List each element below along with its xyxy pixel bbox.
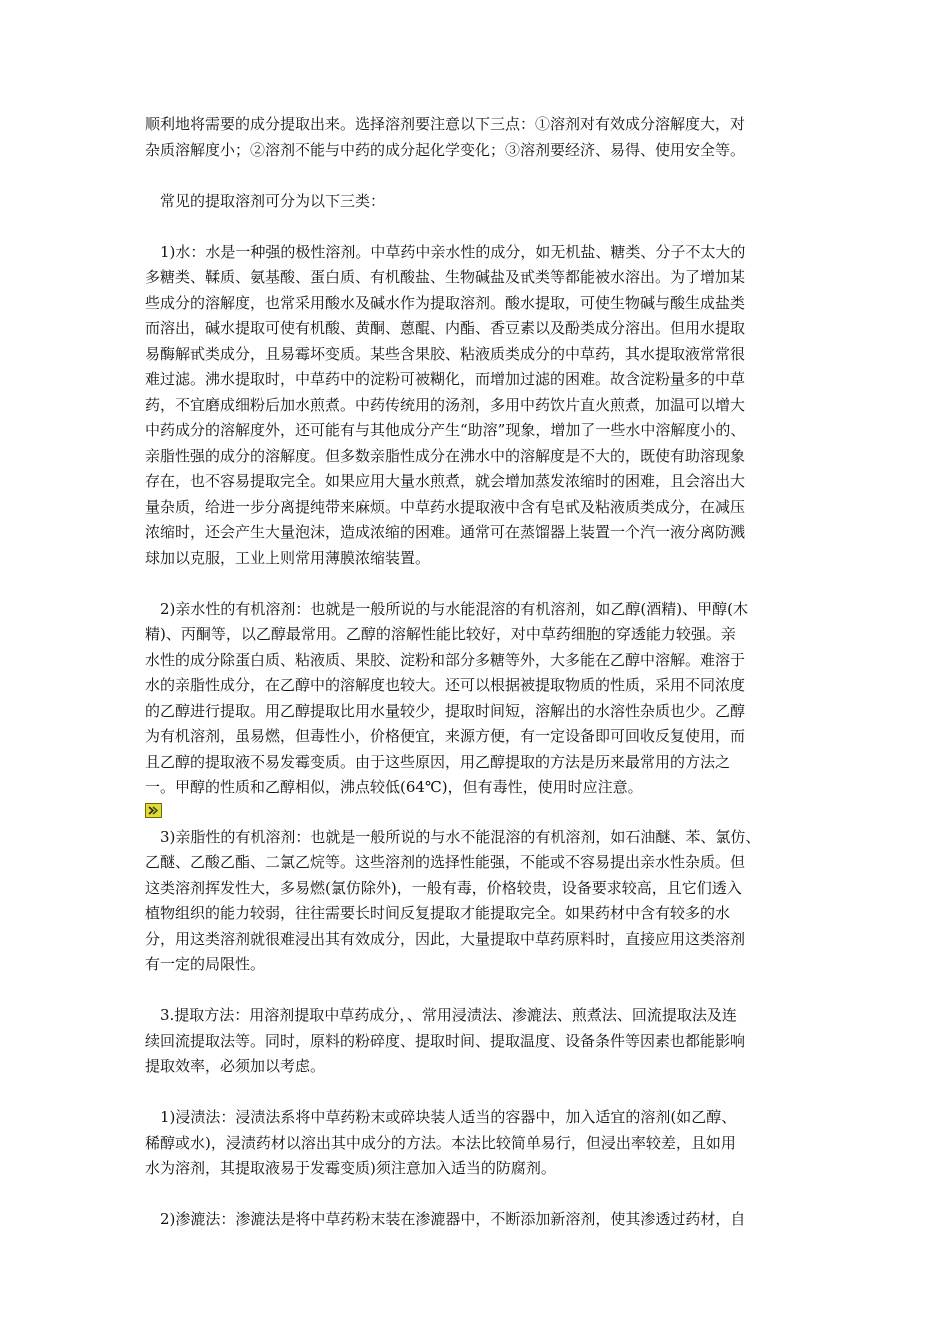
text-line: 稀醇或水)，浸渍药材以溶出其中成分的方法。本法比较简单易行，但浸出率较差，且如用 — [145, 1133, 736, 1152]
paragraph-maceration — [145, 1105, 813, 1182]
paragraph-solvent-types-intro — [145, 189, 813, 215]
text-line: 精)、丙酮等，以乙醇最常用。乙醇的溶解性能比较好，对中草药细胞的穿透能力较强。亲 — [145, 625, 736, 643]
text-line: 杂质溶解度小；②溶剂不能与中药的成分起化学变化；③溶剂要经济、易得、使用安全等。 — [145, 140, 746, 159]
inline-marker-row — [145, 803, 813, 823]
paragraph-solvent-criteria — [145, 112, 813, 163]
text-line: 多糖类、鞣质、氨基酸、蛋白质、有机酸盐、生物碱盐及甙类等都能被水溶出。为了增加某 — [145, 268, 746, 286]
paragraph-extraction-methods — [145, 1003, 813, 1080]
paragraph-water — [145, 240, 813, 572]
text-line: 浓缩时，还会产生大量泡沫，造成浓缩的困难。通常可在蒸馏器上装置一个汽一液分离防溅 — [145, 523, 746, 541]
text-line: 2)渗漉法：渗漉法是将中草药粉末装在渗漉器中，不断添加新溶剂，使其渗透过药材，自 — [145, 1210, 746, 1228]
text-line: 3.提取方法：用溶剂提取中草药成分，、常用浸渍法、渗漉法、煎煮法、回流提取法及连 — [145, 1006, 737, 1024]
text-line: 有一定的局限性。 — [145, 955, 266, 973]
text-line: 亲脂性强的成分的溶解度。但多数亲脂性成分在沸水中的溶解度是不大的，既使有助溶现象 — [145, 446, 746, 465]
text-line: 一。甲醇的性质和乙醇相似，沸点较低(64℃)，但有毒性，使用时应注意。 — [145, 778, 643, 796]
text-line: 2)亲水性的有机溶剂：也就是一般所说的与水能混溶的有机溶剂，如乙醇(酒精)、甲醇(木 — [145, 599, 748, 618]
text-line: 而溶出，碱水提取可使有机酸、黄酮、蒽醌、内酯、香豆素以及酚类成分溶出。但用水提取 — [145, 319, 746, 337]
text-line: 顺利地将需要的成分提取出来。选择溶剂要注意以下三点：①溶剂对有效成分溶解度大，对 — [145, 115, 746, 133]
text-line: 药，不宜磨成细粉后加水煎煮。中药传统用的汤剂，多用中药饮片直火煎煮，加温可以增大 — [145, 395, 746, 414]
text-line: 1)水：水是一种强的极性溶剂。中草药中亲水性的成分，如无机盐、糖类、分子不太大的 — [145, 242, 746, 261]
text-line: 乙醚、乙酸乙酯、二氯乙烷等。这些溶剂的选择性能强，不能或不容易提出亲水性杂质。但 — [145, 853, 746, 871]
text-line: 水性的成分除蛋白质、粘液质、果胶、淀粉和部分多糖等外，大多能在乙醇中溶解。难溶于 — [145, 650, 746, 669]
text-line: 且乙醇的提取液不易发霉变质。由于这些原因，用乙醇提取的方法是历来最常用的方法之 — [145, 752, 731, 771]
text-line: 续回流提取法等。同时，原料的粉碎度、提取时间、提取温度、设备条件等因素也都能影响 — [145, 1031, 746, 1050]
text-line: 难过滤。沸水提取时，中草药中的淀粉可被糊化，而增加过滤的困难。故含淀粉量多的中草 — [145, 370, 746, 388]
text-line: 分，用这类溶剂就很难浸出其有效成分，因此，大量提取中草药原料时，直接应用这类溶剂 — [145, 929, 746, 948]
text-line: 存在，也不容易提取完全。如果应用大量水煎煮，就会增加蒸发浓缩时的困难，且会溶出大 — [145, 472, 746, 490]
paragraph-lipophilic-solvents — [145, 825, 813, 978]
text-line: 常见的提取溶剂可分为以下三类： — [145, 191, 386, 210]
text-line: 的乙醇进行提取。用乙醇提取比用水量较少，提取时间短，溶解出的水溶性杂质也少。乙醇 — [145, 701, 746, 720]
text-line: 1)浸渍法：浸渍法系将中草药粉末或碎块装人适当的容器中，加入适宜的溶剂(如乙醇、 — [145, 1108, 737, 1126]
paragraph-percolation — [145, 1207, 813, 1233]
document-page — [145, 112, 813, 1233]
text-line: 植物组织的能力较弱，往往需要长时间反复提取才能提取完全。如果药材中含有较多的水 — [145, 904, 731, 922]
paragraph-hydrophilic-solvents — [145, 597, 813, 801]
text-line: 量杂质，给进一步分离提纯带来麻烦。中草药水提取液中含有皂甙及粘液质类成分，在减压 — [145, 497, 746, 516]
text-line: 球加以克服，工业上则常用薄膜浓缩装置。 — [145, 548, 431, 567]
text-line: 些成分的溶解度，也常采用酸水及碱水作为提取溶剂。酸水提取，可使生物碱与酸生成盐类 — [145, 293, 746, 312]
text-line: 中药成分的溶解度外，还可能有与其他成分产生“助溶”现象，增加了一些水中溶解度小的、 — [145, 421, 746, 439]
text-line: 易酶解甙类成分，且易霉坏变质。某些含果胶、粘液质类成分的中草药，其水提取液常常很 — [145, 344, 746, 363]
sound-clip-icon[interactable] — [145, 803, 162, 818]
text-line: 这类溶剂挥发性大，多易燃(氯仿除外)，一般有毒，价格较贵，设备要求较高，且它们透入 — [145, 878, 742, 897]
text-line: 3)亲脂性的有机溶剂：也就是一般所说的与水不能混溶的有机溶剂，如石油醚、苯、氯仿、 — [145, 827, 761, 846]
text-line: 水为溶剂，其提取液易于发霉变质)须注意加入适当的防腐剂。 — [145, 1159, 556, 1177]
text-line: 提取效率，必须加以考虑。 — [145, 1057, 326, 1075]
text-line: 水的亲脂性成分，在乙醇中的溶解度也较大。还可以根据被提取物质的性质，采用不同浓度 — [145, 676, 746, 694]
text-line: 为有机溶剂，虽易燃，但毒性小，价格便宜，来源方便，有一定设备即可回收反复使用，而 — [145, 727, 746, 745]
